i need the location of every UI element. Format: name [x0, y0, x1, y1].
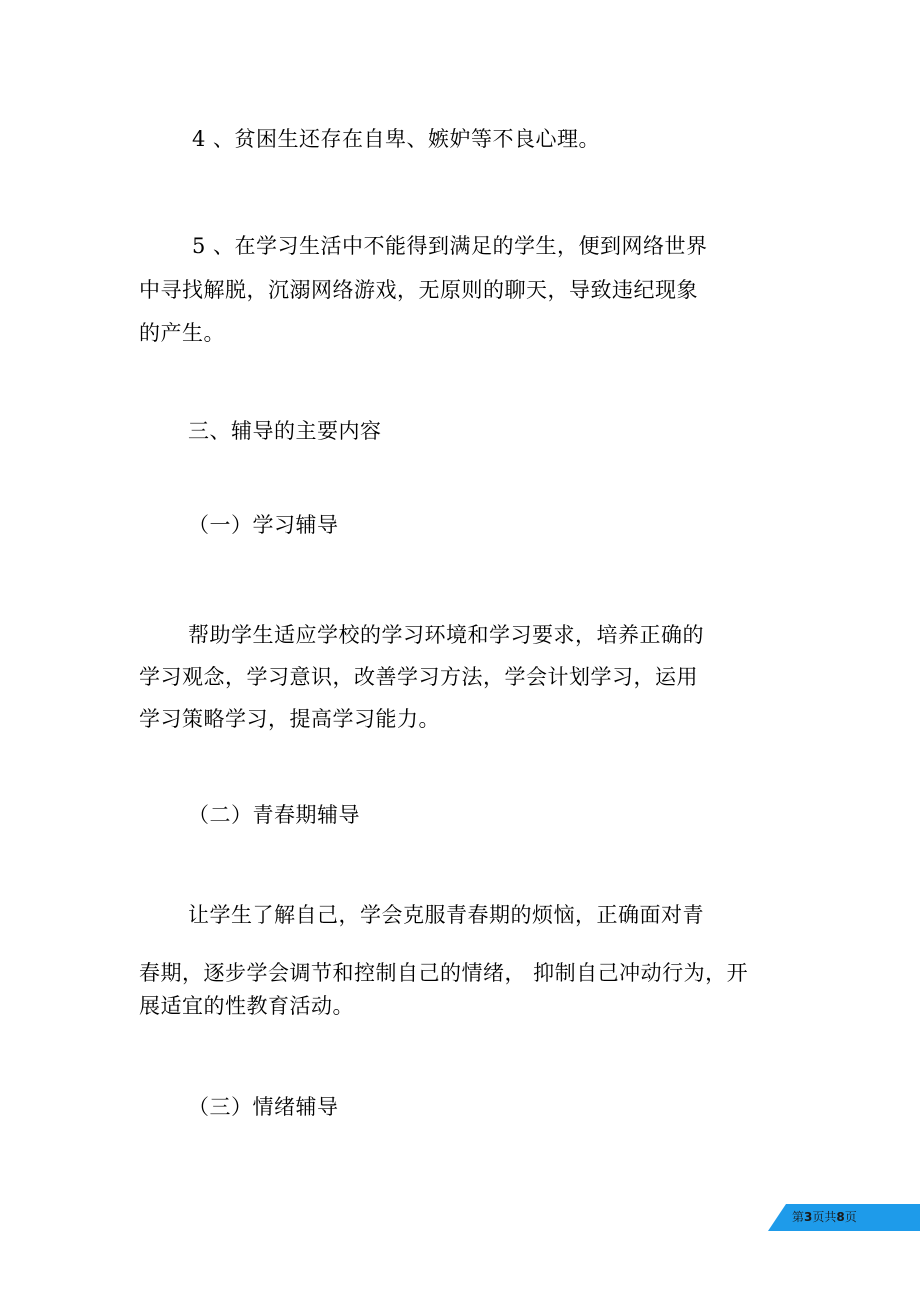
paragraph-adolescence-line-1: 让学生了解自己，学会克服青春期的烦恼，正确面对青: [188, 903, 704, 927]
subsection-heading-study: （一）学习辅导: [188, 513, 339, 537]
list-item-5-line-1: 5 、在学习生活中不能得到满足的学生，便到网络世界: [192, 234, 708, 258]
subsection-heading-adolescence: （二）青春期辅导: [188, 803, 360, 827]
paragraph-study-line-2: 学习观念，学习意识，改善学习方法，学会计划学习，运用: [139, 665, 698, 689]
paragraph-study-line-1: 帮助学生适应学校的学习环境和学习要求，培养正确的: [188, 623, 704, 647]
current-page-number: 3: [804, 1210, 813, 1224]
list-item-4: 4 、贫困生还存在自卑、嫉妒等不良心理。: [192, 127, 601, 151]
page-number-suffix: 页: [844, 1210, 857, 1224]
total-page-number: 8: [836, 1210, 845, 1224]
paragraph-adolescence-line-2: 春期，逐步学会调节和控制自己的情绪， 抑制自己冲动行为，开: [139, 961, 749, 985]
paragraph-adolescence-line-3: 展适宜的性教育活动。: [139, 994, 354, 1018]
list-item-5-line-2: 中寻找解脱，沉溺网络游戏，无原则的聊天，导致违纪现象: [139, 278, 698, 302]
page-number-label: [792, 1208, 857, 1226]
list-item-5-line-3: 的产生。: [139, 321, 225, 345]
paragraph-study-line-3: 学习策略学习，提高学习能力。: [139, 707, 440, 731]
page-number-middle: 页共: [812, 1210, 837, 1224]
subsection-heading-emotion: （三）情绪辅导: [188, 1095, 339, 1119]
section-heading: 三、辅导的主要内容: [188, 419, 382, 443]
page-number-prefix: 第: [792, 1210, 805, 1224]
